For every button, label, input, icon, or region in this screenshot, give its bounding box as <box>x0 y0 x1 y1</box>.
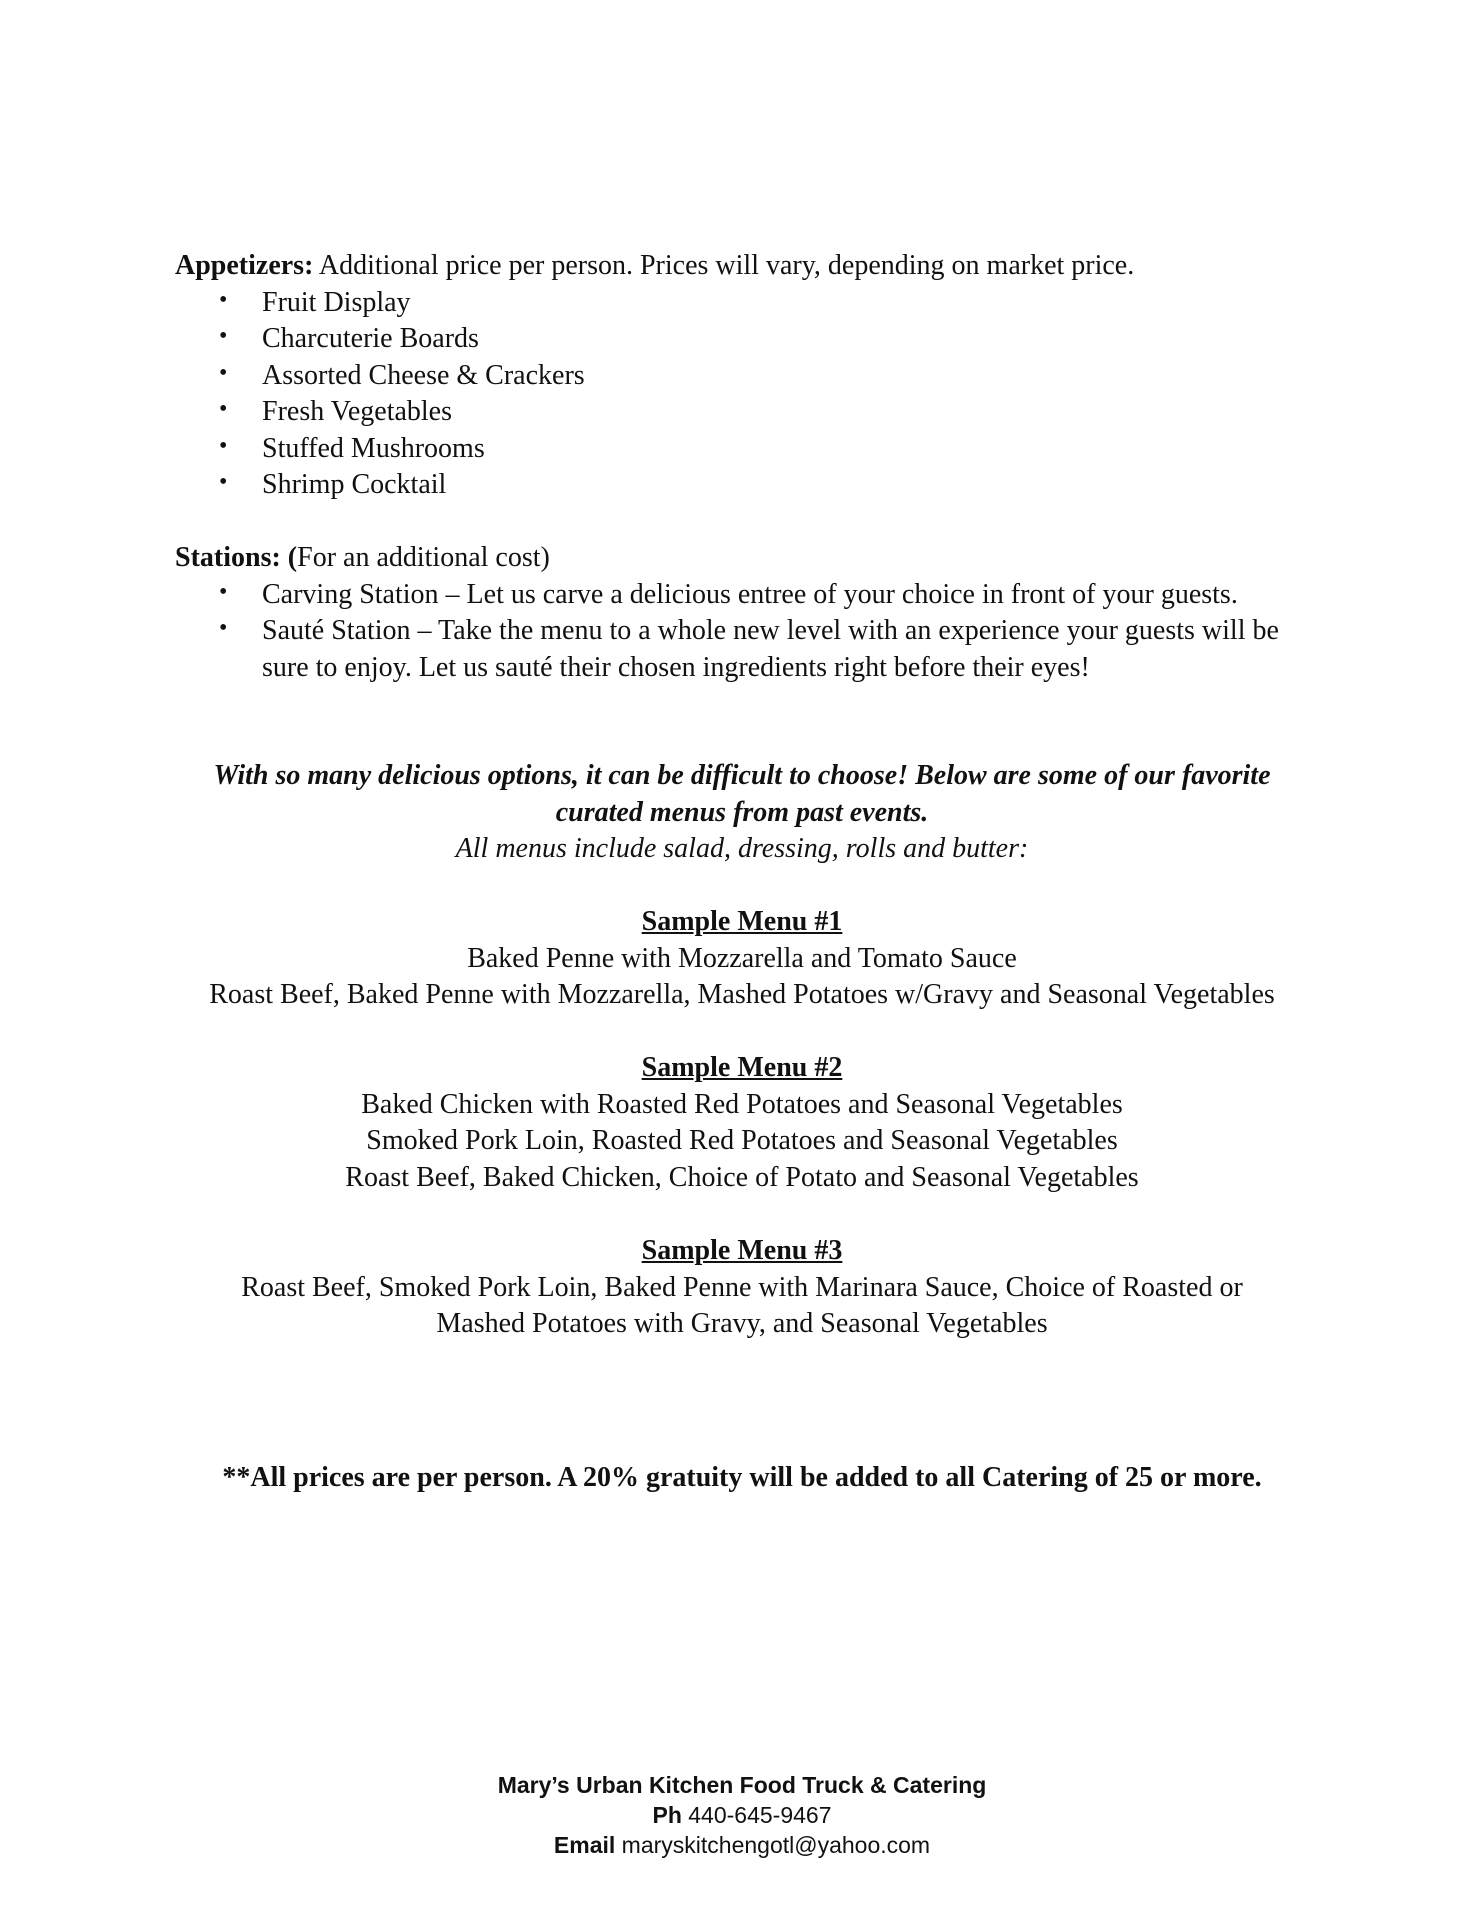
sample-menu-3 <box>175 1233 1309 1343</box>
list-item <box>175 285 1325 322</box>
footer-contact <box>175 1770 1309 1860</box>
phone-label: Ph <box>652 1802 682 1828</box>
list-item <box>175 467 1325 504</box>
list-item <box>175 577 1325 614</box>
menus-intro <box>175 758 1309 868</box>
list-item-text: Stuffed Mushrooms <box>262 432 485 464</box>
list-item <box>175 613 1325 686</box>
email-line <box>175 1830 1309 1860</box>
menu-line: Roast Beef, Baked Penne with Mozzarella, Mashed Potatoes w/Gravy and Seasonal Vegetables <box>209 979 1275 1010</box>
list-item-text: Assorted Cheese & Crackers <box>262 359 585 391</box>
appetizers-heading <box>175 248 1325 285</box>
list-item-text: Carving Station – Let us carve a delicious entree of your choice in front of your guests. <box>262 578 1238 610</box>
menu-line: Baked Chicken with Roasted Red Potatoes and Seasonal Vegetables <box>361 1088 1123 1120</box>
bullet-icon: • <box>219 359 228 386</box>
stations-heading <box>175 540 1325 577</box>
menu-line: Mashed Potatoes with Gravy, and Seasonal Vegetables <box>436 1308 1048 1339</box>
menu-title: Sample Menu #2 <box>641 1052 843 1083</box>
list-item <box>175 431 1325 468</box>
appetizers-list <box>175 285 1325 504</box>
list-item-text: Fruit Display <box>262 286 411 318</box>
bullet-icon: • <box>219 578 228 605</box>
list-item <box>175 358 1325 395</box>
intro-line-2: curated menus from past events. <box>555 796 929 828</box>
list-item-text: Charcuterie Boards <box>262 323 479 354</box>
appetizers-section <box>175 248 1325 504</box>
stations-section <box>175 540 1325 686</box>
email-label: Email <box>553 1832 616 1858</box>
bullet-icon: • <box>219 432 228 459</box>
menu-line: Baked Penne with Mozzarella and Tomato Sauce <box>467 942 1017 974</box>
business-name-text: Mary’s Urban Kitchen Food Truck & Catering <box>497 1772 987 1798</box>
list-item <box>175 321 1325 358</box>
sample-menu-1 <box>175 904 1309 1014</box>
bullet-icon: • <box>219 396 228 422</box>
stations-label: Stations: ( <box>175 542 298 573</box>
stations-list <box>175 577 1325 687</box>
bullet-icon: • <box>219 286 228 313</box>
menu-title: Sample Menu #3 <box>641 1235 843 1266</box>
email-address: maryskitchengotl@yahoo.com <box>615 1832 931 1858</box>
menu-line: Roast Beef, Smoked Pork Loin, Baked Penne with Marinara Sauce, Choice of Roasted or <box>241 1271 1243 1303</box>
stations-description: For an additional cost) <box>297 542 550 573</box>
appetizers-label: Appetizers: <box>175 250 314 281</box>
gratuity-text: **All prices are per person. A 20% gratuity will be added to all Catering of 25 or more. <box>222 1462 1262 1493</box>
menu-line: Roast Beef, Baked Chicken, Choice of Potato and Seasonal Vegetables <box>345 1161 1139 1193</box>
bullet-icon: • <box>219 323 228 349</box>
phone-line <box>175 1800 1309 1830</box>
bullet-icon: • <box>219 469 228 495</box>
sample-menu-2 <box>175 1050 1309 1196</box>
phone-number: 440-645-9467 <box>681 1802 832 1828</box>
list-item <box>175 394 1325 431</box>
intro-note: All menus include salad, dressing, rolls and butter: <box>455 833 1029 864</box>
appetizers-description: Additional price per person. Prices will vary, depending on market price. <box>313 250 1135 281</box>
gratuity-note <box>175 1460 1309 1497</box>
list-item-text: Fresh Vegetables <box>262 396 452 427</box>
menu-line: Smoked Pork Loin, Roasted Red Potatoes and Seasonal Vegetables <box>366 1125 1118 1156</box>
list-item-text: Shrimp Cocktail <box>262 469 447 500</box>
intro-line-1: With so many delicious options, it can be difficult to choose! Below are some of our favorite <box>213 760 1271 791</box>
menu-title: Sample Menu #1 <box>641 906 843 937</box>
list-item-text: Sauté Station – Take the menu to a whole new level with an experience your guests will be sure to enjoy. Let us sauté their chosen ingredients right before their eyes! <box>262 615 1279 683</box>
business-name <box>175 1770 1309 1800</box>
bullet-icon: • <box>219 615 228 641</box>
